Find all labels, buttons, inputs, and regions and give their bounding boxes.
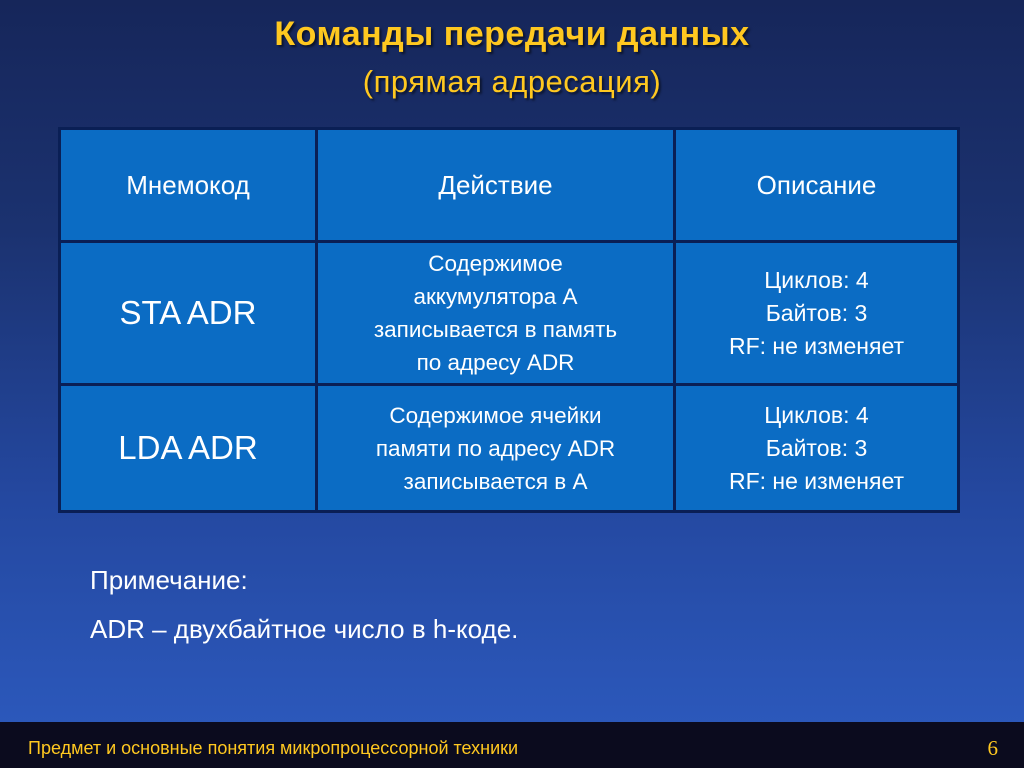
action-line: памяти по адресу ADR [375,435,616,461]
action-line: по адресу ADR [416,350,575,375]
table-row [60,242,959,385]
header-action: Действие [317,129,675,242]
mnemonic-cell: STA ADR [60,242,317,385]
action-cell [317,242,675,385]
header-description: Описание [675,129,959,242]
note-label: Примечание: [90,565,248,595]
action-line: записывается в память [373,317,618,342]
description-cell [675,385,959,512]
description-line: RF: не изменяет [728,332,905,359]
description-line: Циклов: 4 [764,266,869,293]
description-line: Циклов: 4 [764,401,869,428]
description-line: Байтов: 3 [765,434,868,461]
note-text: ADR – двухбайтное число в h-коде. [90,614,519,644]
table-header-row [60,129,959,242]
action-line: записывается в А [403,468,588,494]
description-cell [675,242,959,385]
mnemonic-cell: LDA ADR [60,385,317,512]
footer-title: Предмет и основные понятия микропроцессорной техники [28,738,519,758]
table-row [60,385,959,512]
slide-title: Команды передачи данных [274,15,750,53]
action-line: Содержимое [428,251,563,276]
slide-subtitle: (прямая адресация) [362,64,662,99]
action-line: аккумулятора А [413,284,578,309]
commands-table [58,127,960,513]
header-mnemonic: Мнемокод [60,129,317,242]
action-line: Содержимое ячейки [389,402,602,428]
page-number: 6 [987,736,998,760]
action-cell [317,385,675,512]
description-line: Байтов: 3 [765,299,868,326]
description-line: RF: не изменяет [728,467,905,494]
